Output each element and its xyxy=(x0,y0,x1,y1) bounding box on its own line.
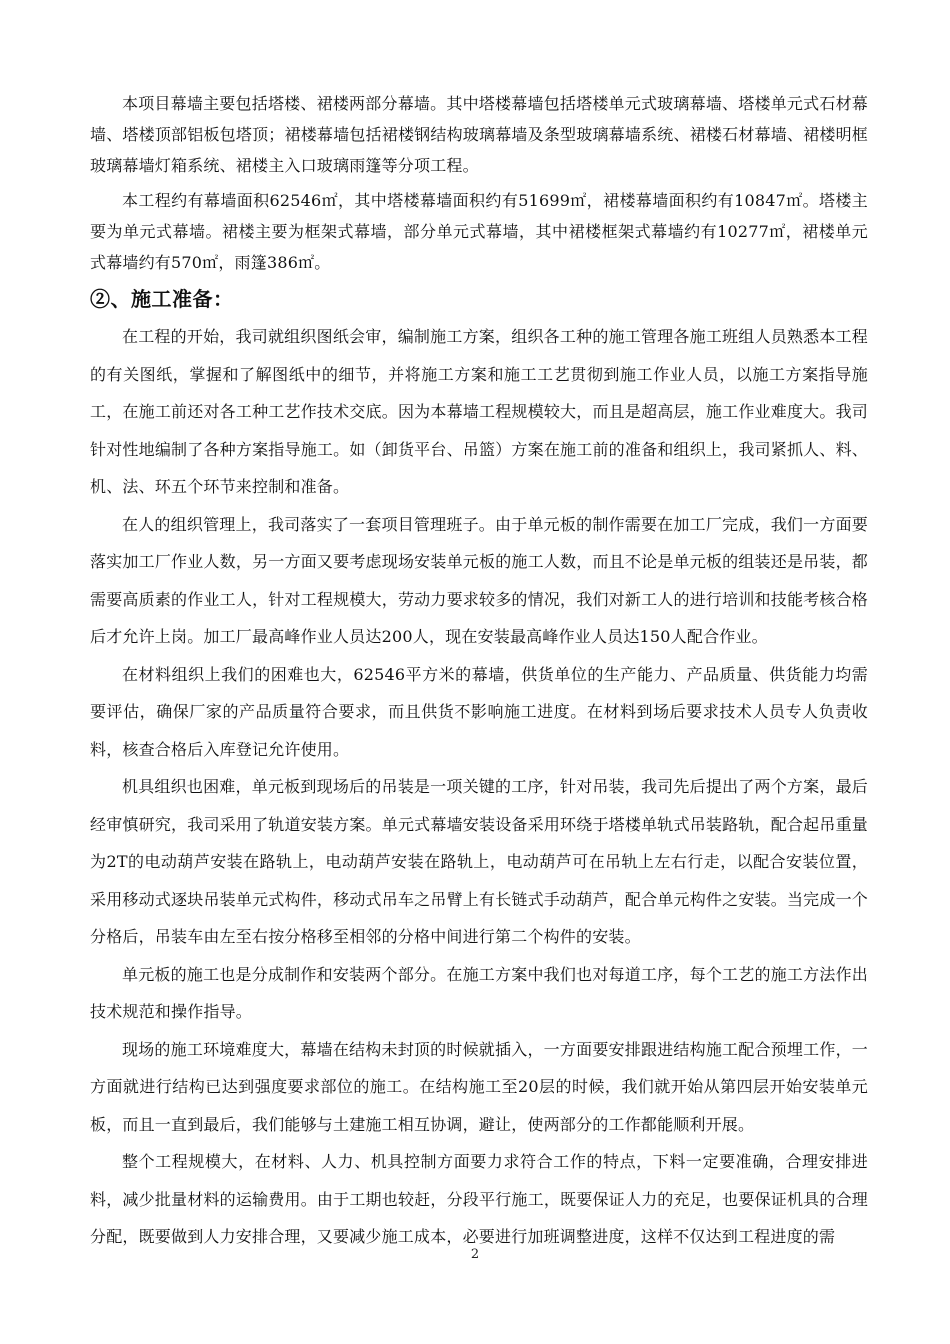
section-heading: ②、施工准备： xyxy=(90,287,234,311)
paragraph-unit-panels: 单元板的施工也是分成制作和安装两个部分。在施工方案中我们也对每道工序，每个工艺的施工方法作出技术规范和操作指导。 xyxy=(90,964,868,1021)
paragraph-preparation: 在工程的开始，我司就组织图纸会审，编制施工方案，组织各工种的施工管理各施工班组人员熟悉本工程的有关图纸，掌握和了解图纸中的细节，并将施工方案和施工工艺贯彻到施工作业人员，以施工方案指导施工，在施工前还对各工种工艺作技术交底。因为本幕墙工程规模较大，而且是超高层，施工作业难度大。我司针对性地编制了各种方案指导施工。如（卸货平台、吊篮）方案在施工前的准备和组织上，我司紧抓人、料、机、法、环五个环节来控制和准备。 xyxy=(90,327,868,496)
document-body xyxy=(90,88,868,1256)
intro-paragraph-area: 本工程约有幕墙面积62546㎡，其中塔楼幕墙面积约有51699㎡，裙楼幕墙面积约有10847㎡。塔楼主要为单元式幕墙。裙楼主要为框架式幕墙，部分单元式幕墙，其中裙楼框架式幕墙约有10277㎡，裙楼单元式幕墙约有570㎡，雨篷386㎡。 xyxy=(90,191,868,272)
paragraph-materials: 在材料组织上我们的困难也大，62546平方米的幕墙，供货单位的生产能力、产品质量、供货能力均需要评估，确保厂家的产品质量符合要求，而且供货不影响施工进度。在材料到场后要求技术人员专人负责收料，核查合格后入库登记允许使用。 xyxy=(90,664,868,759)
page-number: 2 xyxy=(470,1247,480,1262)
paragraph-overall-control: 整个工程规模大，在材料、人力、机具控制方面要力求符合工作的特点，下料一定要准确，合理安排进料，减少批量材料的运输费用。由于工期也较赶，分段平行施工，既要保证人力的充足，也要保证机具的合理分配，既要做到人力安排合理，又要减少施工成本，必要进行加班调整进度，这样不仅达到工程进度的需 xyxy=(90,1152,868,1246)
paragraph-site-environment: 现场的施工环境难度大，幕墙在结构未封顶的时候就插入，一方面要安排跟进结构施工配合预埋工作，一方面就进行结构已达到强度要求部位的施工。在结构施工至20层的时候，我们就开始从第四层开始安装单元板，而且一直到最后，我们能够与土建施工相互协调，避让，使两部分的工作都能顺利开展。 xyxy=(90,1039,868,1134)
paragraph-personnel: 在人的组织管理上，我司落实了一套项目管理班子。由于单元板的制作需要在加工厂完成，我们一方面要落实加工厂作业人数，另一方面又要考虑现场安装单元板的施工人数，而且不论是单元板的组装还是吊装，都需要高质素的作业工人，针对工程规模大，劳动力要求较多的情况，我们对新工人的进行培训和技能考核合格后才允许上岗。加工厂最高峰作业人员达200人，现在安装最高峰作业人员达150人配合作业。 xyxy=(90,514,868,646)
intro-paragraph-scope: 本项目幕墙主要包括塔楼、裙楼两部分幕墙。其中塔楼幕墙包括塔楼单元式玻璃幕墙、塔楼单元式石材幕墙、塔楼顶部铝板包塔顶；裙楼幕墙包括裙楼钢结构玻璃幕墙及条型玻璃幕墙系统、裙楼石材幕墙、裙楼明框玻璃幕墙灯箱系统、裙楼主入口玻璃雨篷等分项工程。 xyxy=(90,94,868,175)
paragraph-machinery: 机具组织也困难，单元板到现场后的吊装是一项关键的工序，针对吊装，我司先后提出了两个方案，最后经审慎研究，我司采用了轨道安装方案。单元式幕墙安装设备采用环绕于塔楼单轨式吊装路轨，配合起吊重量为2T的电动葫芦安装在路轨上，电动葫芦安装在路轨上，电动葫芦可在吊轨上左右行走，以配合安装位置，采用移动式逐块吊装单元式构件，移动式吊车之吊臂上有长链式手动葫芦，配合单元构件之安装。当完成一个分格后，吊装车由左至右按分格移至相邻的分格中间进行第二个构件的安装。 xyxy=(90,777,868,946)
